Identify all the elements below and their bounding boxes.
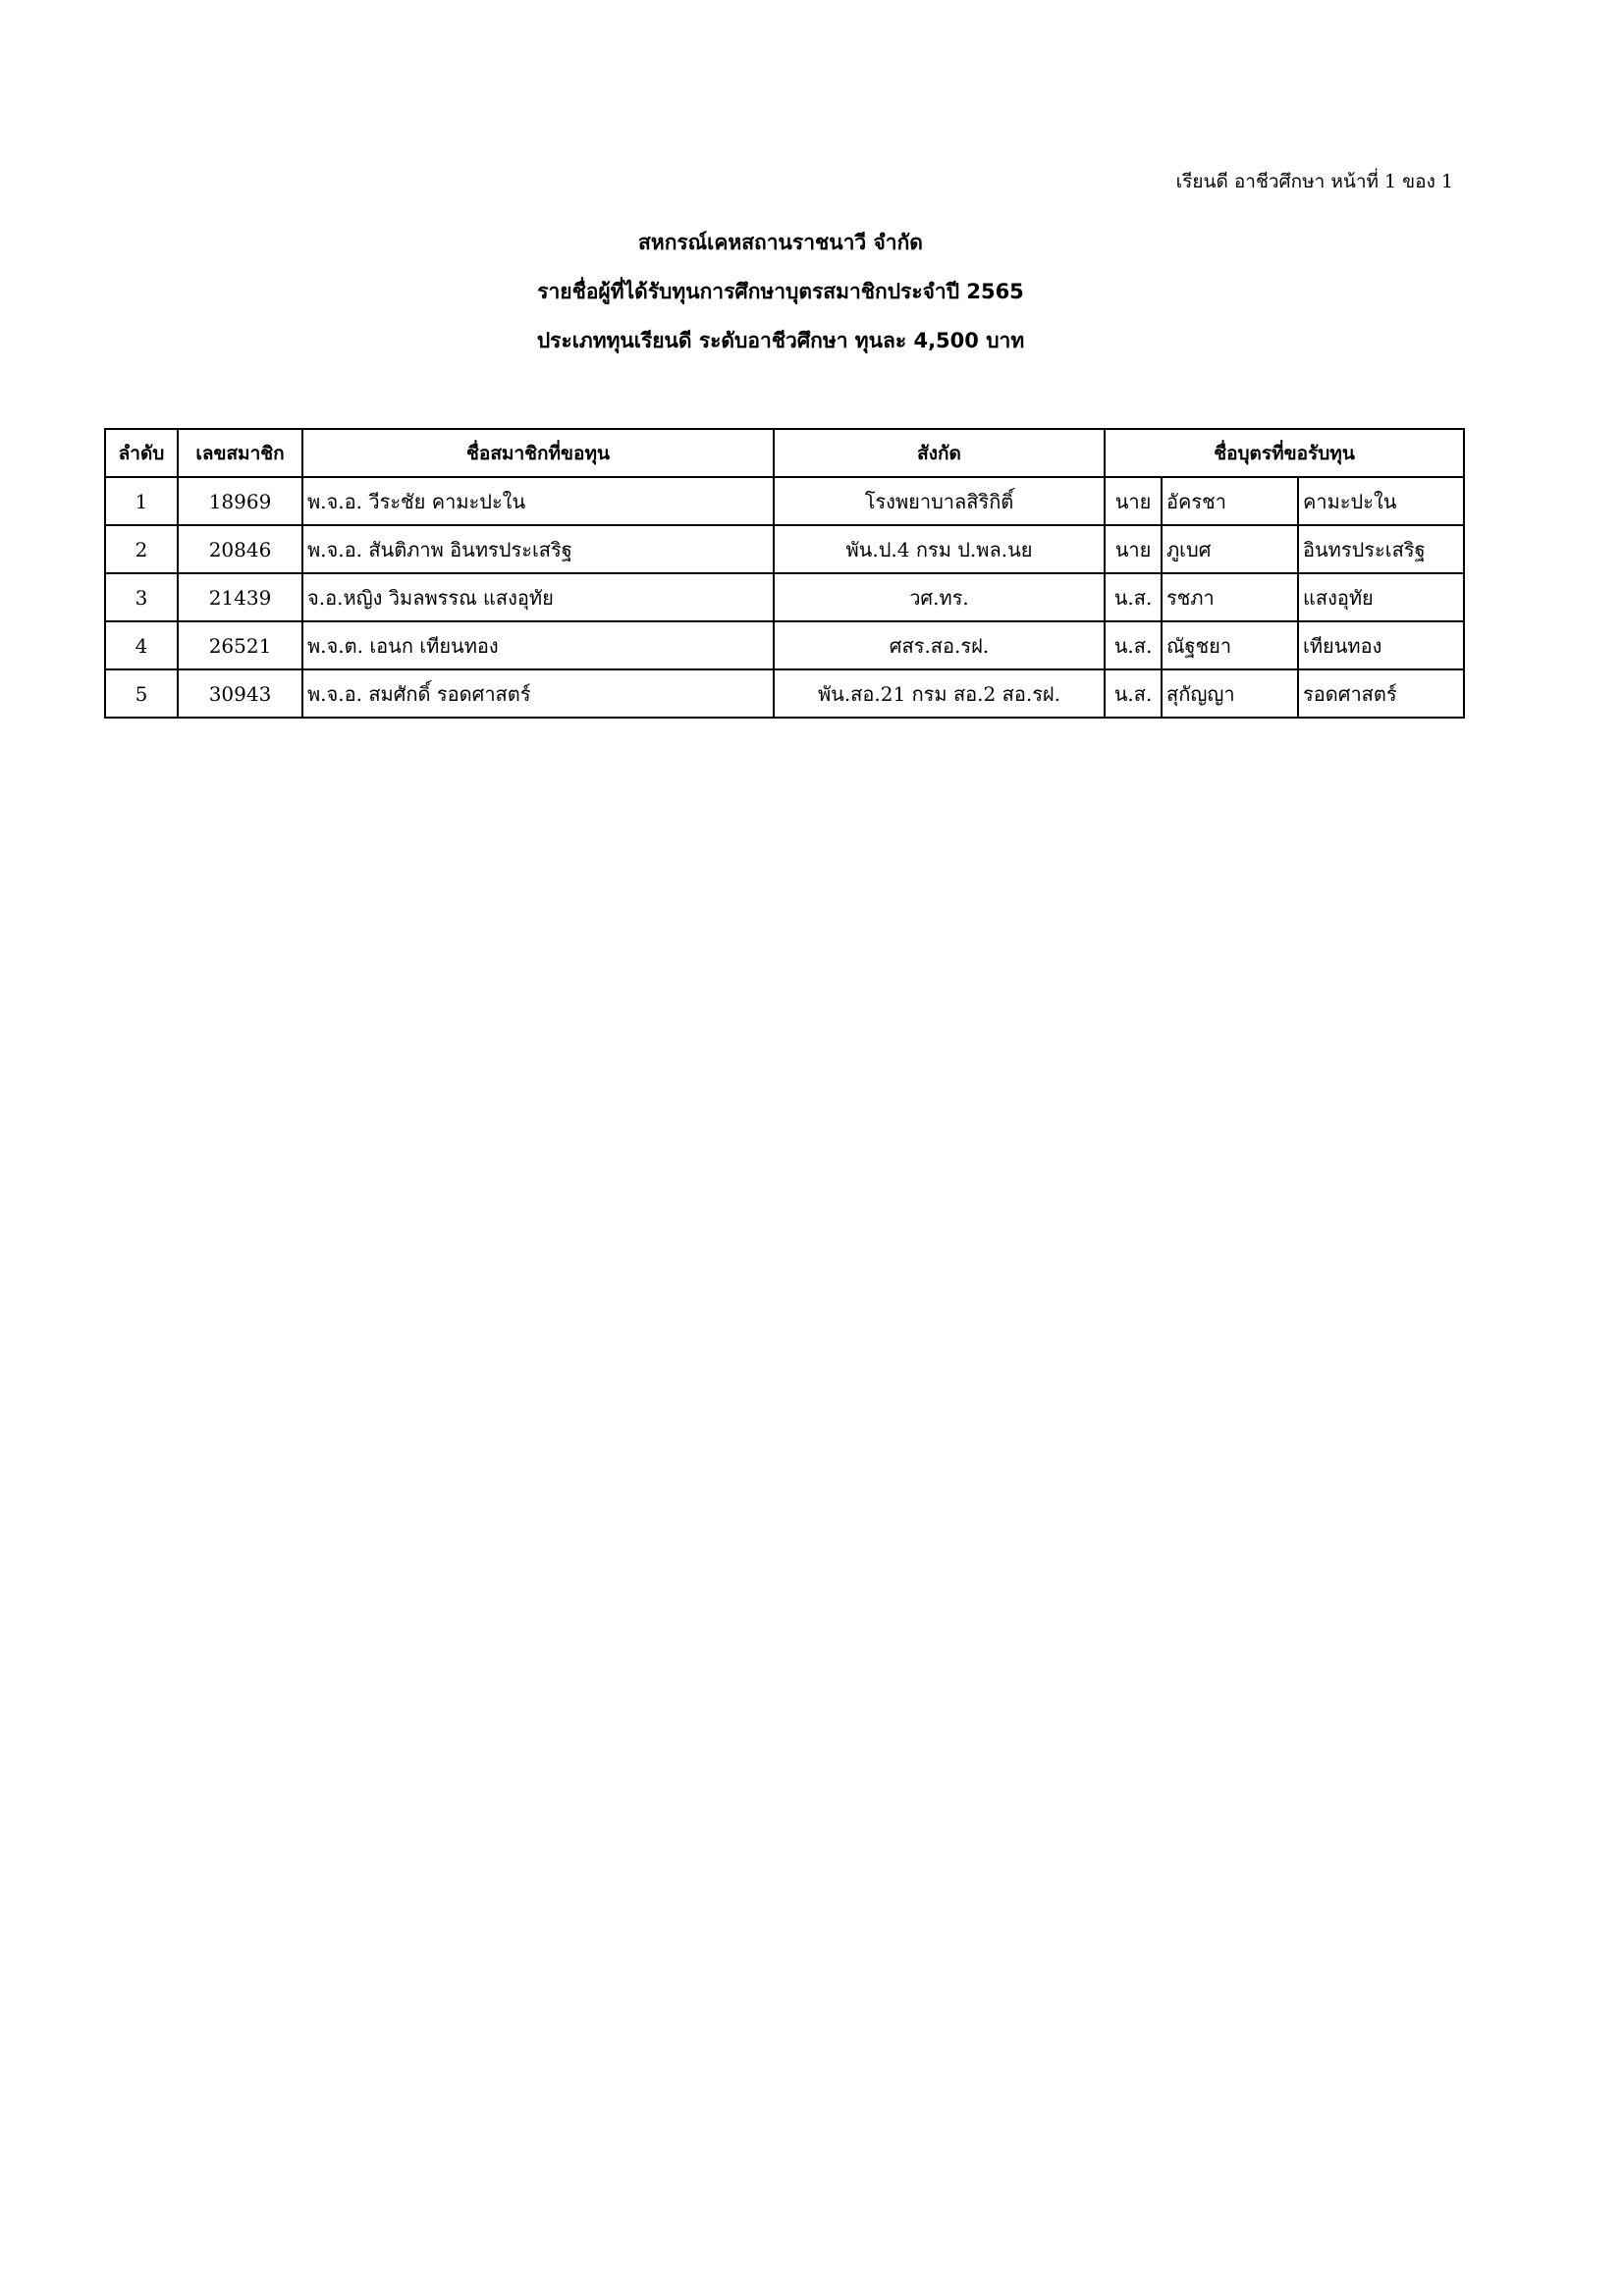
document-title-block: [0, 218, 1561, 365]
cell-unit: ศสร.สอ.รฝ.: [774, 621, 1105, 669]
table-row: [105, 621, 1464, 669]
cell-member-id: 21439: [178, 573, 302, 621]
cell-unit: พัน.ป.4 กรม ป.พล.นย: [774, 525, 1105, 573]
cell-member-name: จ.อ.หญิง วิมลพรรณ แสงอุทัย: [302, 573, 774, 621]
cooperative-name: สหกรณ์เคหสถานราชนาวี จำกัด: [638, 231, 923, 254]
header-unit: สังกัด: [774, 429, 1105, 477]
cell-child-prefix: นาย: [1105, 477, 1162, 525]
cell-unit: พัน.สอ.21 กรม สอ.2 สอ.รฝ.: [774, 669, 1105, 718]
cell-child-first-name: รชภา: [1162, 573, 1298, 621]
cell-child-prefix: นาย: [1105, 525, 1162, 573]
cell-member-name: พ.จ.ต. เอนก เทียนทอง: [302, 621, 774, 669]
cell-no: 4: [105, 621, 178, 669]
cell-member-id: 20846: [178, 525, 302, 573]
cell-member-name: พ.จ.อ. สมศักดิ์ รอดศาสตร์: [302, 669, 774, 718]
cell-no: 5: [105, 669, 178, 718]
cell-child-prefix: น.ส.: [1105, 573, 1162, 621]
cell-unit: วศ.ทร.: [774, 573, 1105, 621]
page-info: เรียนดี อาชีวศึกษา หน้าที่ 1 ของ 1: [1175, 171, 1453, 192]
cell-child-first-name: ภูเบศ: [1162, 525, 1298, 573]
scholarship-type: ประเภททุนเรียนดี ระดับอาชีวศึกษา ทุนละ 4,500 บาท: [536, 329, 1025, 352]
table-header-row: [105, 429, 1464, 477]
cell-member-id: 26521: [178, 621, 302, 669]
header-child-name: ชื่อบุตรที่ขอรับทุน: [1105, 429, 1464, 477]
table-row: [105, 669, 1464, 718]
cell-child-first-name: ณัฐชยา: [1162, 621, 1298, 669]
cell-no: 1: [105, 477, 178, 525]
list-title: รายชื่อผู้ที่ได้รับทุนการศึกษาบุตรสมาชิกประจำปี 2565: [537, 280, 1024, 303]
cell-child-last-name: รอดศาสตร์: [1298, 669, 1464, 718]
header-no: ลำดับ: [105, 429, 178, 477]
cell-child-prefix: น.ส.: [1105, 669, 1162, 718]
header-member-name: ชื่อสมาชิกที่ขอทุน: [302, 429, 774, 477]
cell-member-name: พ.จ.อ. วีระชัย คามะปะใน: [302, 477, 774, 525]
header-member-id: เลขสมาชิก: [178, 429, 302, 477]
cell-child-first-name: อัครชา: [1162, 477, 1298, 525]
cell-child-last-name: คามะปะใน: [1298, 477, 1464, 525]
cell-no: 3: [105, 573, 178, 621]
cell-member-name: พ.จ.อ. สันติภาพ อินทรประเสริฐ: [302, 525, 774, 573]
table-row: [105, 525, 1464, 573]
cell-member-id: 30943: [178, 669, 302, 718]
cell-child-last-name: เทียนทอง: [1298, 621, 1464, 669]
cell-child-last-name: อินทรประเสริฐ: [1298, 525, 1464, 573]
cell-unit: โรงพยาบาลสิริกิติ์: [774, 477, 1105, 525]
cell-member-id: 18969: [178, 477, 302, 525]
table-row: [105, 573, 1464, 621]
cell-child-first-name: สุกัญญา: [1162, 669, 1298, 718]
table-row: [105, 477, 1464, 525]
scholarship-table: [104, 428, 1465, 719]
cell-child-prefix: น.ส.: [1105, 621, 1162, 669]
cell-no: 2: [105, 525, 178, 573]
cell-child-last-name: แสงอุทัย: [1298, 573, 1464, 621]
